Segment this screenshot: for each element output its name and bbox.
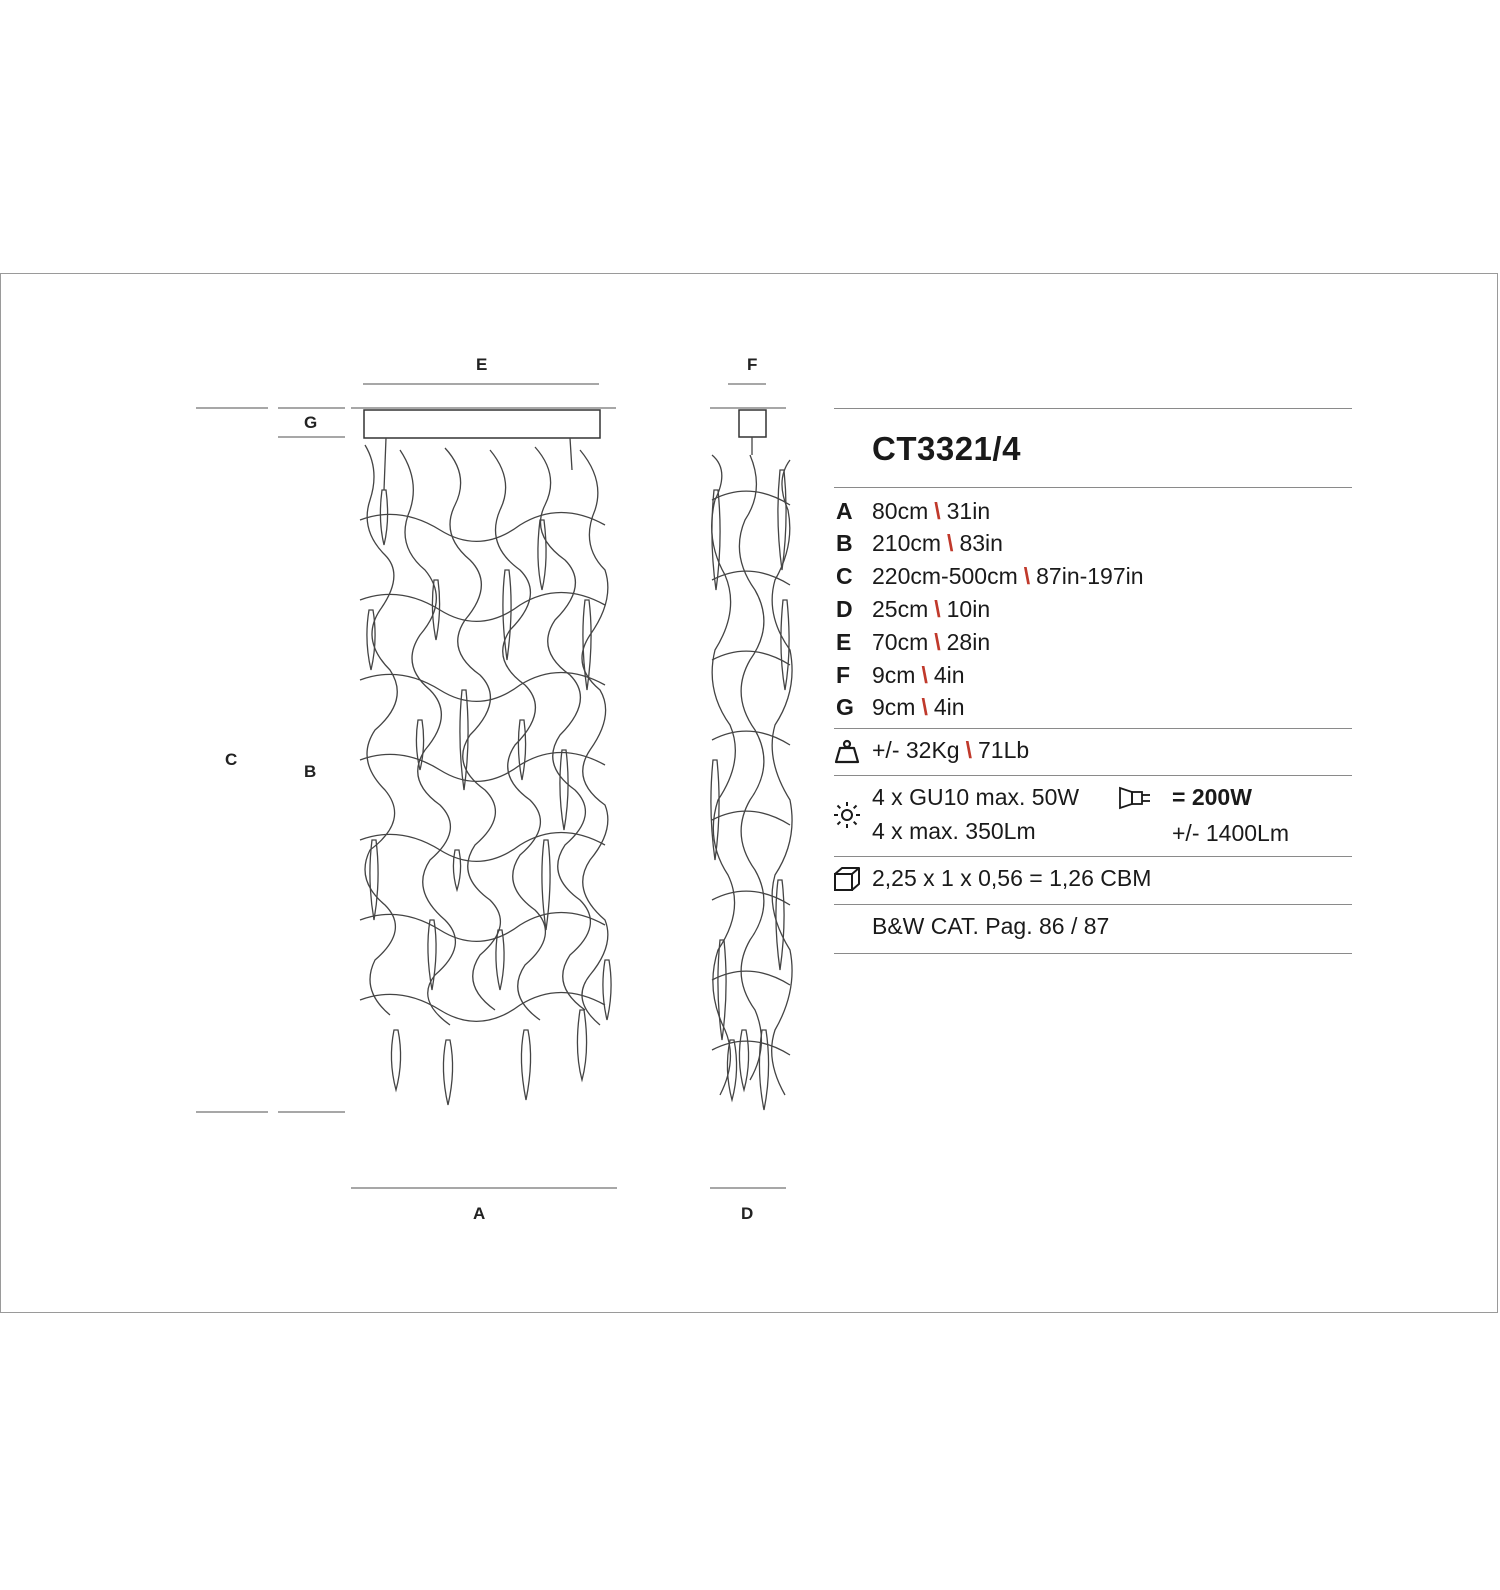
dimension-row: [836, 626, 990, 658]
bulbs-text: 4 x GU10 max. 50W: [872, 784, 1080, 810]
dimension-row: [836, 528, 1003, 560]
dimension-row: [836, 593, 990, 625]
dimension-row: [836, 659, 965, 691]
dim-label-c: C: [225, 750, 238, 769]
dimension-imperial: 31in: [946, 497, 991, 524]
dimension-key: G: [836, 694, 854, 721]
dim-label-b: B: [304, 762, 317, 781]
divider-bottom: [834, 953, 1352, 954]
total-lumens: +/- 1400Lm: [1172, 820, 1289, 846]
dimension-metric: 80cm: [872, 497, 929, 524]
divider-dimensions: [834, 728, 1352, 729]
divider-top: [834, 408, 1352, 409]
dimension-row: [836, 561, 1144, 593]
dimension-key: B: [836, 530, 853, 557]
catalog-reference: B&W CAT. Pag. 86 / 87: [872, 913, 1110, 939]
dimension-separator: \: [934, 595, 941, 622]
side-view-body: [711, 437, 792, 1110]
weight-icon: [834, 739, 860, 765]
dimension-separator: \: [934, 628, 941, 655]
dimension-row: [836, 495, 990, 527]
dim-label-d: D: [741, 1204, 754, 1223]
dimension-key: E: [836, 628, 852, 655]
dim-label-g: G: [304, 413, 318, 432]
dimension-key: A: [836, 497, 853, 524]
dimension-key: C: [836, 563, 853, 590]
dimension-imperial: 87in-197in: [1036, 563, 1144, 590]
divider-weight: [834, 775, 1352, 776]
dimension-key: D: [836, 595, 853, 622]
weight-metric: +/- 32Kg: [872, 737, 960, 763]
weight-separator: \: [965, 737, 972, 763]
dimension-separator: \: [1023, 563, 1031, 590]
dimension-metric: 210cm: [872, 530, 942, 557]
dimension-imperial: 4in: [933, 661, 965, 688]
lumens-text: 4 x max. 350Lm: [872, 818, 1036, 844]
dimension-separator: \: [921, 694, 928, 721]
weight-text: [872, 737, 1029, 764]
divider-title: [834, 487, 1352, 488]
dim-label-e: E: [476, 355, 488, 374]
product-code: CT3321/4: [872, 430, 1021, 467]
side-canopy: [739, 410, 766, 437]
dimension-imperial: 28in: [946, 628, 991, 655]
total-power: = 200W: [1172, 784, 1252, 810]
box-icon: [833, 866, 861, 892]
dimension-separator: \: [921, 661, 928, 688]
dimension-imperial: 83in: [959, 530, 1003, 557]
dimension-imperial: 10in: [946, 595, 991, 622]
light-icon: [832, 800, 862, 830]
front-canopy: [364, 410, 600, 438]
dimension-imperial: 4in: [933, 694, 965, 721]
dimension-metric: 70cm: [872, 628, 929, 655]
dimension-metric: 9cm: [872, 694, 916, 721]
dimension-metric: 25cm: [872, 595, 929, 622]
divider-packaging: [834, 904, 1352, 905]
dimension-separator: \: [934, 497, 941, 524]
weight-imperial: 71Lb: [977, 737, 1030, 763]
dim-label-a: A: [473, 1204, 486, 1223]
dimension-key: F: [836, 661, 851, 688]
dimension-metric: 220cm-500cm: [872, 563, 1018, 590]
dimension-row: [836, 692, 965, 724]
dimension-metric: 9cm: [872, 661, 916, 688]
bulb-icon: [1118, 786, 1152, 810]
dimension-separator: \: [947, 530, 954, 557]
front-view-body: [360, 438, 611, 1105]
dim-label-f: F: [747, 355, 758, 374]
divider-lighting: [834, 856, 1352, 857]
packaging-volume: 2,25 x 1 x 0,56 = 1,26 CBM: [872, 865, 1152, 891]
